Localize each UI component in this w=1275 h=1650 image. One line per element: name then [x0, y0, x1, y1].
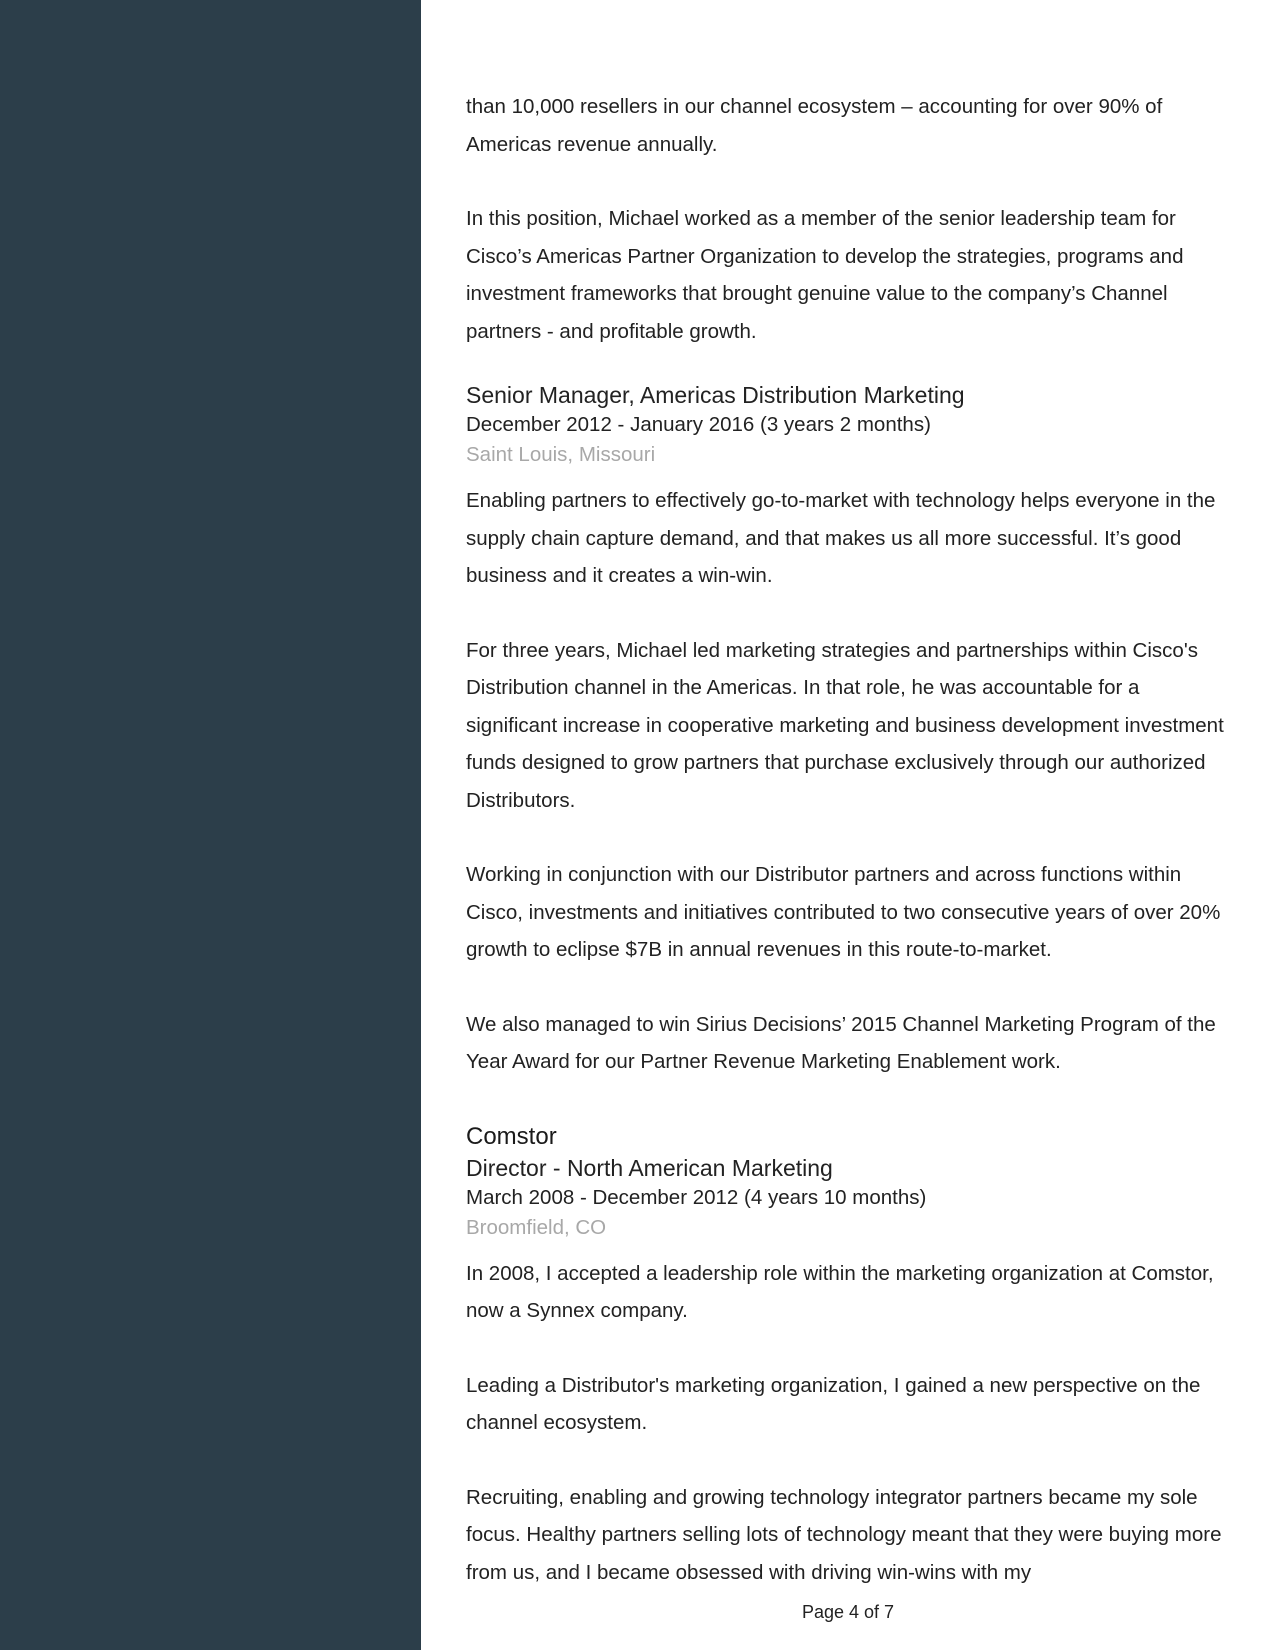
job-location-comstor: Broomfield, CO — [466, 1215, 607, 1239]
cisco-paragraph-4: We also managed to win Sirius Decisions’ 2015 Channel Marketing Program of the Year Award for our Partner Revenue Marketing Enablement work. — [466, 1012, 1216, 1073]
document-body — [466, 88, 1236, 1591]
cisco-paragraph-3: Working in conjunction with our Distributor partners and across functions within Cisco, investments and initiatives contributed to two consecutive years of over 20% growth to eclipse $7B in annual revenues in this route-to-market. — [466, 863, 1221, 961]
job-title-cisco: Senior Manager, Americas Distribution Marketing — [466, 382, 965, 408]
intro-paragraph-2: In this position, Michael worked as a member of the senior leadership team for Cisco’s Americas Partner Organization to develop the strategies, programs and investment frameworks that brought genuine value to the company’s Channel partners - and profitable growth. — [466, 207, 1184, 343]
company-name-comstor: Comstor — [466, 1122, 557, 1150]
comstor-paragraph-2: Leading a Distributor's marketing organization, I gained a new perspective on the channel ecosystem. — [466, 1373, 1201, 1434]
page-number: Page 4 of 7 — [801, 1602, 895, 1622]
job-dates-comstor: March 2008 - December 2012 (4 years 10 months) — [466, 1185, 927, 1209]
comstor-paragraph-1: In 2008, I accepted a leadership role within the marketing organization at Comstor, now a Synnex company. — [466, 1261, 1214, 1322]
intro-paragraph-1: than 10,000 resellers in our channel ecosystem – accounting for over 90% of Americas revenue annually. — [466, 95, 1163, 156]
comstor-paragraph-3: Recruiting, enabling and growing technology integrator partners became my sole focus. Healthy partners selling lots of technology meant that they were buying more from us, and I became obsessed with driving win-wins with my — [466, 1485, 1222, 1584]
job-dates-cisco: December 2012 - January 2016 (3 years 2 months) — [466, 413, 931, 436]
sidebar-panel — [0, 0, 421, 1650]
job-location-cisco: Saint Louis, Missouri — [466, 443, 656, 466]
cisco-paragraph-1: Enabling partners to effectively go-to-market with technology helps everyone in the supply chain capture demand, and that makes us all more successful. It’s good business and it creates a win-win. — [466, 489, 1216, 587]
job-title-comstor: Director - North American Marketing — [466, 1154, 833, 1181]
cisco-paragraph-2: For three years, Michael led marketing strategies and partnerships within Cisco's Distribution channel in the Americas. In that role, he was accountable for a significant increase in cooperative marketing and business development investment funds designed to grow partners that purchase exclusively through our authorized Distributors. — [466, 638, 1224, 812]
